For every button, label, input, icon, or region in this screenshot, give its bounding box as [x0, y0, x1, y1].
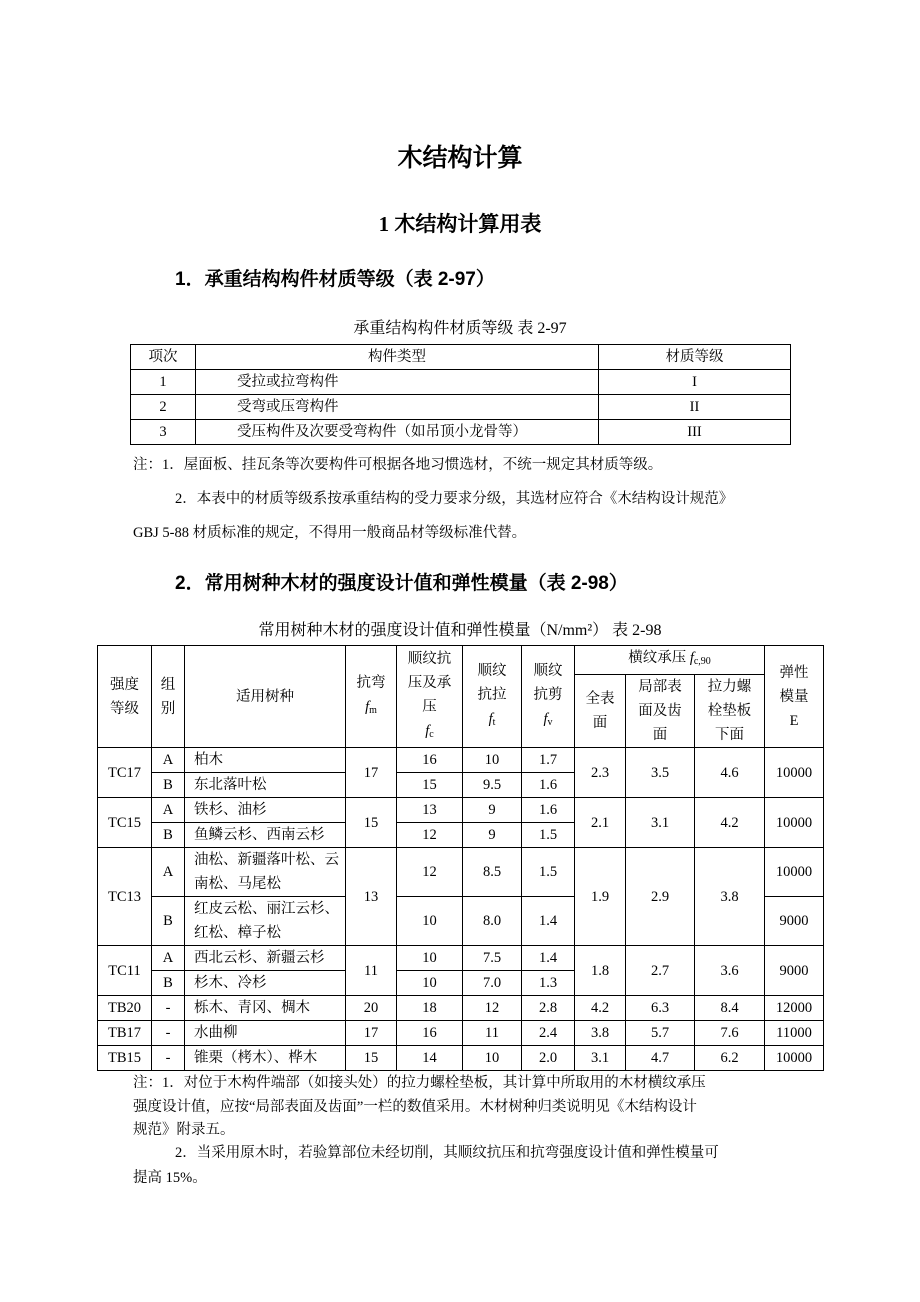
cell-fm: 13 — [346, 848, 397, 946]
cell-fc: 16 — [397, 1021, 463, 1046]
cell-fv: 2.8 — [522, 996, 575, 1021]
cell-group: B — [152, 823, 185, 848]
cell-ft: 9.5 — [463, 773, 522, 798]
cell-fm: 17 — [346, 1021, 397, 1046]
header-species: 适用树种 — [185, 646, 346, 748]
cell: I — [599, 370, 791, 395]
note-line: 强度设计值，应按“局部表面及齿面”一栏的数值采用。木材树种归类说明见《木结构设计 — [133, 1099, 697, 1115]
cell-ft: 10 — [463, 748, 522, 773]
table-2-97 — [130, 344, 791, 445]
header-ft — [463, 646, 522, 748]
subscript: c — [429, 728, 434, 740]
cell: III — [599, 420, 791, 445]
cell-E: 9000 — [765, 946, 824, 996]
cell-full: 1.8 — [575, 946, 626, 996]
cell-fm: 20 — [346, 996, 397, 1021]
cell-fv: 2.0 — [522, 1046, 575, 1071]
table-row — [131, 395, 791, 420]
subscript: m — [369, 704, 377, 716]
cell-fm: 17 — [346, 748, 397, 798]
symbol: f — [365, 698, 370, 715]
cell: 3 — [131, 420, 196, 445]
cell-fm: 15 — [346, 798, 397, 848]
cell-fc: 16 — [397, 748, 463, 773]
cell-partial: 2.7 — [626, 946, 695, 996]
table-row — [98, 1021, 824, 1046]
section1-heading: 1．承重结构构件材质等级（表 2-97） — [175, 269, 495, 290]
cell-grade: TC13 — [98, 848, 152, 946]
note-line: 注：1．屋面板、挂瓦条等次要构件可根据各地习惯选材，不统一规定其材质等级。 — [133, 457, 663, 473]
cell-fm: 11 — [346, 946, 397, 996]
cell: 受压构件及次要受弯构件（如吊顶小龙骨等） — [196, 420, 599, 445]
chapter-heading: 1 木结构计算用表 — [378, 212, 542, 236]
cell-group: B — [152, 773, 185, 798]
cell-grade: TB15 — [98, 1046, 152, 1071]
cell-ft: 7.5 — [463, 946, 522, 971]
cell-ft: 8.5 — [463, 848, 522, 897]
cell-bolt: 4.2 — [695, 798, 765, 848]
cell-bolt: 4.6 — [695, 748, 765, 798]
cell-group: B — [152, 897, 185, 946]
document-title: 木结构计算 — [397, 144, 523, 172]
cell-ft: 7.0 — [463, 971, 522, 996]
table-row — [98, 946, 824, 971]
table-row — [98, 798, 824, 823]
header-label: 顺纹抗压及承压 — [407, 650, 452, 715]
header-bolt: 拉力螺栓垫板下面 — [695, 675, 765, 748]
cell-fv: 1.4 — [522, 946, 575, 971]
table-97-caption: 承重结构构件材质等级 表 2-97 — [353, 320, 567, 337]
cell-ft: 10 — [463, 1046, 522, 1071]
cell-grade: TC17 — [98, 748, 152, 798]
table-header-row — [131, 345, 791, 370]
cell-species: 红皮云松、丽江云杉、红松、樟子松 — [185, 897, 346, 946]
cell-ft: 9 — [463, 798, 522, 823]
cell-group: - — [152, 1046, 185, 1071]
symbol: f — [543, 710, 548, 727]
cell-bolt: 8.4 — [695, 996, 765, 1021]
cell-group: - — [152, 996, 185, 1021]
cell-partial: 5.7 — [626, 1021, 695, 1046]
table-row — [131, 370, 791, 395]
cell-grade: TB20 — [98, 996, 152, 1021]
cell-fc: 12 — [397, 823, 463, 848]
header-fc — [397, 646, 463, 748]
table-row — [98, 848, 824, 897]
cell-species: 水曲柳 — [185, 1021, 346, 1046]
cell-full: 1.9 — [575, 848, 626, 946]
cell-group: A — [152, 748, 185, 773]
table-row — [98, 748, 824, 773]
note-line: GBJ 5-88 材质标准的规定，不得用一般商品材等级标准代替。 — [133, 525, 527, 541]
cell-E: 11000 — [765, 1021, 824, 1046]
cell: 受弯或压弯构件 — [196, 395, 599, 420]
cell-partial: 2.9 — [626, 848, 695, 946]
cell: 受拉或拉弯构件 — [196, 370, 599, 395]
cell-full: 3.1 — [575, 1046, 626, 1071]
cell-E: 10000 — [765, 1046, 824, 1071]
header-label: 顺纹抗剪 — [533, 662, 563, 703]
cell-partial: 4.7 — [626, 1046, 695, 1071]
cell-fv: 1.4 — [522, 897, 575, 946]
header-E — [765, 646, 824, 748]
cell-E: 12000 — [765, 996, 824, 1021]
cell-group: - — [152, 1021, 185, 1046]
cell-species: 栎木、青冈、椆木 — [185, 996, 346, 1021]
cell-fm: 15 — [346, 1046, 397, 1071]
subscript: v — [547, 716, 553, 728]
cell-group: A — [152, 946, 185, 971]
cell-species: 油松、新疆落叶松、云南松、马尾松 — [185, 848, 346, 897]
cell-fv: 1.5 — [522, 848, 575, 897]
cell-E: 10000 — [765, 748, 824, 798]
note-line: 2．当采用原木时，若验算部位未经切削，其顺纹抗压和抗弯强度设计值和弹性模量可 — [175, 1145, 719, 1161]
header-cell: 构件类型 — [196, 345, 599, 370]
cell-grade: TC11 — [98, 946, 152, 996]
section2-heading: 2．常用树种木材的强度设计值和弹性模量（表 2-98） — [175, 573, 628, 594]
header-partial: 局部表面及齿面 — [626, 675, 695, 748]
cell-grade: TC15 — [98, 798, 152, 848]
header-grade: 强度等级 — [98, 646, 152, 748]
symbol: f — [689, 650, 694, 666]
cell: II — [599, 395, 791, 420]
cell-fv: 1.7 — [522, 748, 575, 773]
cell-group: B — [152, 971, 185, 996]
header-fv — [522, 646, 575, 748]
cell-full: 4.2 — [575, 996, 626, 1021]
cell-bolt: 7.6 — [695, 1021, 765, 1046]
cell: 1 — [131, 370, 196, 395]
cell: 2 — [131, 395, 196, 420]
note-line: 规范》附录五。 — [133, 1122, 235, 1138]
cell-species: 铁杉、油杉 — [185, 798, 346, 823]
cell-fc: 18 — [397, 996, 463, 1021]
cell-group: A — [152, 848, 185, 897]
subscript: t — [492, 716, 496, 728]
cell-E: 10000 — [765, 798, 824, 848]
cell-partial: 3.5 — [626, 748, 695, 798]
symbol: f — [425, 722, 430, 739]
cell-species: 杉木、冷杉 — [185, 971, 346, 996]
cell-fc: 13 — [397, 798, 463, 823]
header-cross-grain — [575, 646, 765, 675]
cell-fv: 2.4 — [522, 1021, 575, 1046]
cell-fv: 1.3 — [522, 971, 575, 996]
symbol: f — [488, 710, 493, 727]
cell-species: 柏木 — [185, 748, 346, 773]
cell-bolt: 3.8 — [695, 848, 765, 946]
cell-fv: 1.6 — [522, 773, 575, 798]
cell-full: 3.8 — [575, 1021, 626, 1046]
cell-E: 10000 — [765, 848, 824, 897]
cell-full: 2.1 — [575, 798, 626, 848]
table-row — [98, 1046, 824, 1071]
note-line: 2．本表中的材质等级系按承重结构的受力要求分级，其选材应符合《木结构设计规范》 — [175, 491, 734, 507]
header-label: 抗弯 — [356, 674, 386, 691]
header-label: 横纹承压 — [628, 650, 690, 666]
cell-partial: 6.3 — [626, 996, 695, 1021]
cell-species: 鱼鳞云杉、西南云杉 — [185, 823, 346, 848]
header-cell: 材质等级 — [599, 345, 791, 370]
cell-ft: 9 — [463, 823, 522, 848]
cell-fc: 12 — [397, 848, 463, 897]
cell-species: 锥栗（栲木）、桦木 — [185, 1046, 346, 1071]
cell-bolt: 3.6 — [695, 946, 765, 996]
cell-fc: 14 — [397, 1046, 463, 1071]
header-label: 弹性模量 — [779, 664, 809, 705]
table-row — [98, 996, 824, 1021]
table-header-row — [98, 646, 824, 675]
cell-fc: 10 — [397, 897, 463, 946]
cell-fv: 1.5 — [522, 823, 575, 848]
cell-species: 东北落叶松 — [185, 773, 346, 798]
header-full: 全表面 — [575, 675, 626, 748]
table-2-98 — [97, 645, 824, 1071]
header-cell: 项次 — [131, 345, 196, 370]
table-row — [131, 420, 791, 445]
cell-ft: 12 — [463, 996, 522, 1021]
symbol: E — [789, 712, 799, 729]
cell-fc: 10 — [397, 971, 463, 996]
header-group: 组别 — [152, 646, 185, 748]
cell-ft: 8.0 — [463, 897, 522, 946]
header-fm — [346, 646, 397, 748]
cell-bolt: 6.2 — [695, 1046, 765, 1071]
cell-fc: 10 — [397, 946, 463, 971]
header-label: 顺纹抗拉 — [477, 662, 507, 703]
cell-group: A — [152, 798, 185, 823]
cell-fc: 15 — [397, 773, 463, 798]
subscript: c,90 — [693, 656, 711, 667]
table-98-caption: 常用树种木材的强度设计值和弹性模量（N/mm²） 表 2-98 — [258, 622, 662, 639]
cell-grade: TB17 — [98, 1021, 152, 1046]
cell-species: 西北云杉、新疆云杉 — [185, 946, 346, 971]
cell-ft: 11 — [463, 1021, 522, 1046]
cell-partial: 3.1 — [626, 798, 695, 848]
note-line: 提高 15%。 — [133, 1170, 207, 1186]
note-line: 注：1．对位于木构件端部（如接头处）的拉力螺栓垫板，其计算中所取用的木材横纹承压 — [133, 1075, 706, 1091]
cell-full: 2.3 — [575, 748, 626, 798]
cell-fv: 1.6 — [522, 798, 575, 823]
cell-E: 9000 — [765, 897, 824, 946]
